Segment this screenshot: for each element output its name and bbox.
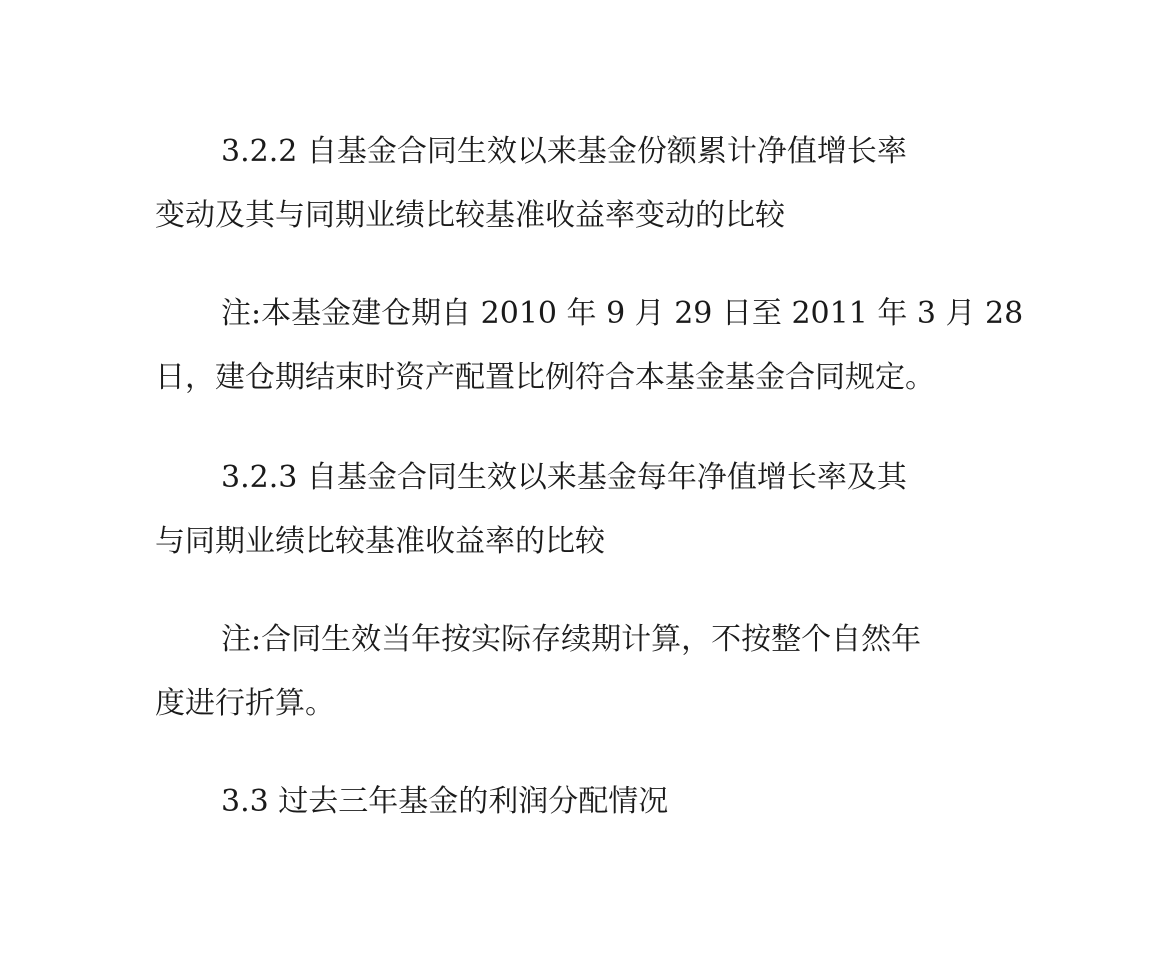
note-paragraph-1 [155,282,1024,410]
heading-line-2: 与同期业绩比较基准收益率的比较 [155,524,605,559]
section-heading-3-2-3 [155,446,1000,574]
note-line-2: 度进行折算。 [155,686,335,721]
heading-line-1: 3.3 过去三年基金的利润分配情况 [221,784,669,819]
section-heading-3-2-2 [155,120,1000,248]
note-paragraph-2 [155,608,1000,736]
heading-line-1: 3.2.2 自基金合同生效以来基金份额累计净值增长率 [221,134,907,169]
heading-line-1: 3.2.3 自基金合同生效以来基金每年净值增长率及其 [221,460,907,495]
note-line-2: 日，建仓期结束时资产配置比例符合本基金基金合同规定。 [155,360,935,395]
note-line-1: 注:合同生效当年按实际存续期计算，不按整个自然年 [221,622,922,657]
section-heading-3-3 [155,770,1000,834]
note-line-1: 注:本基金建仓期自 2010 年 9 月 29 日至 2011 年 3 月 28 [221,296,1024,331]
heading-line-2: 变动及其与同期业绩比较基准收益率变动的比较 [155,198,785,233]
